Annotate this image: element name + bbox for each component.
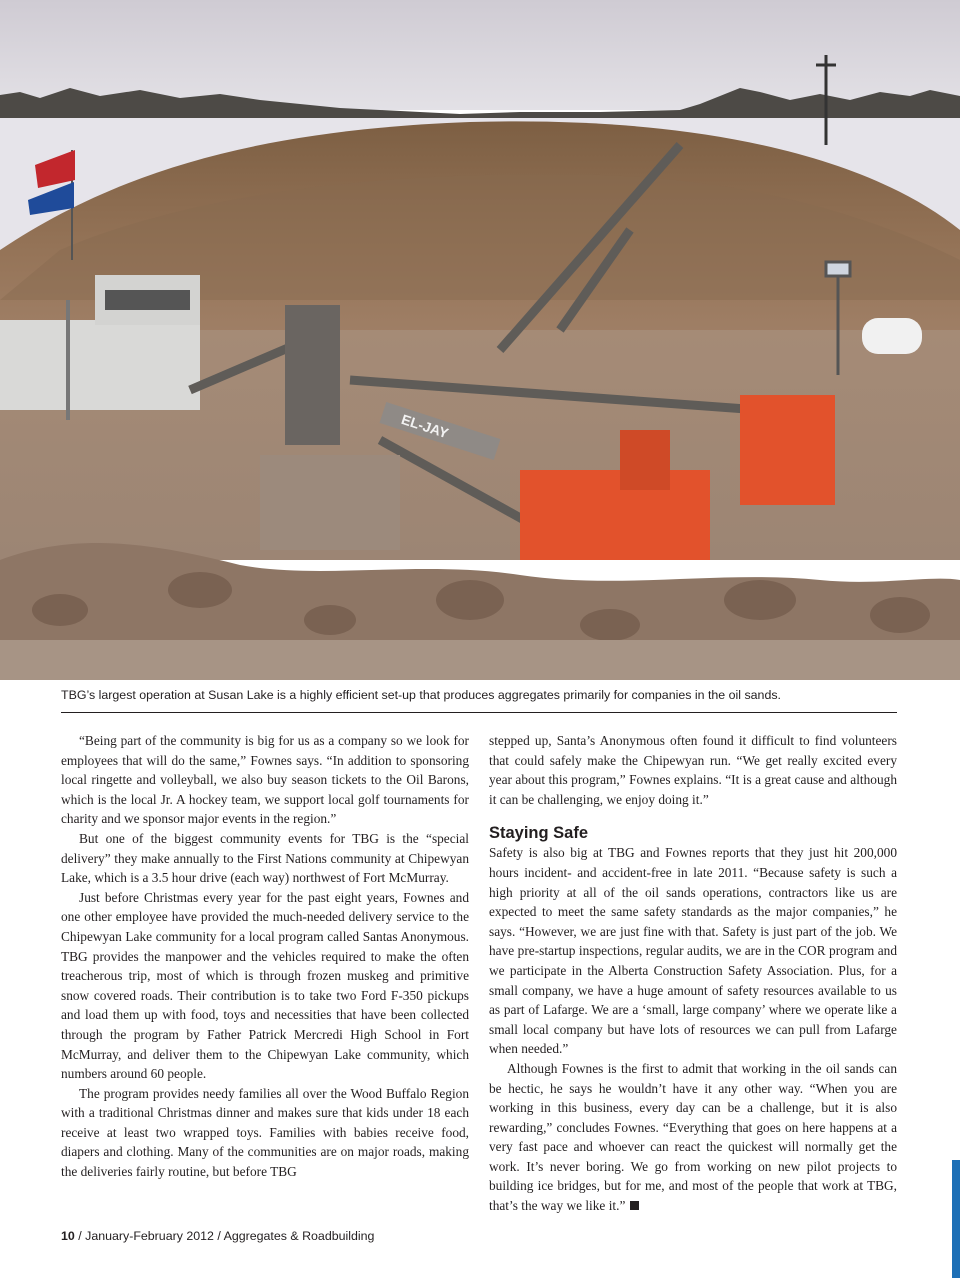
paragraph: The program provides needy families all over the Wood Buffalo Region with a traditional Christmas dinner and makes sure that kids under 18 each receive at least two wrapped toys. Families with babies receive food, diapers and clothing. Many of the communities are on major roads, making the deliveries fairly routine, but before TBG [61,1085,469,1180]
page-number: 10 [61,1229,75,1243]
right-column [489,731,897,1216]
paragraph: But one of the biggest community events for TBG is the “special delivery” they make annually to the First Nations community at Chipewyan Lake, which is a 3.5 hour drive (each way) northwest of Fort McMurray. [61,830,469,886]
conveyor-label: EL-JAY [399,411,451,442]
caption-divider [61,712,897,713]
end-of-story-mark [630,1201,639,1210]
paragraph: “Being part of the community is big for us as a company so we look for employees that will do the same,” Fownes says. “In addition to sponsoring local ringette and volleyball, we also buy season tickets to the Oil Barons, which is the local Jr. A hockey team, we support local golf tournaments for charity and we sponsor major events in the region.” [61,733,469,827]
page-edge-tab [952,1160,960,1278]
tank [862,318,922,354]
photo-caption: TBG’s largest operation at Susan Lake is a highly efficient set-up that produces aggregates primarily for companies in the oil sands. [61,688,781,702]
paragraph-final [489,1059,897,1216]
paragraph: Safety is also big at TBG and Fownes reports that they just hit 200,000 hours incident- and accident-free in late 2011. “Because safety is such a high priority at all of the oil sands operations, contractors like us are expected to meet the same safety standards as the major companies,” he says. “However, we are just fine with that. Safety is just part of the job. We have pre-startup inspections, regular audits, we are in the COR program and we participate in the Alberta Construction Safety Association. Plus, for a small company, we have a huge amount of safety resources available to us as part of Lafarge. We are a ‘small, large company’ where we operate like a small local company but have lots of resources we can pull from Lafarge when needed.” [489,845,897,1057]
left-column [61,731,469,1182]
page-footer [61,1228,374,1244]
mud-flat [0,640,960,680]
folio-text: / January-February 2012 / Aggregates & Roadbuilding [74,1229,375,1243]
section-subhead: Staying Safe [489,824,589,843]
paragraph-text: Although Fownes is the first to admit that working in the oil sands can be hectic, he says he wouldn’t have it any other way. “When you are working in this business, every day can be a challenge, but it is also rewarding,” concludes Fownes. “Everything that goes on here happens at a very fast pace and whoever can react the quickest will normally get the work. It’s never boring. We go from working on new pilot projects to building ice bridges, but for me, and most of the people that work at TBG, that’s the way we like it.” [489,1060,897,1214]
paragraph: Just before Christmas every year for the past eight years, Fownes and one other employee have provided the much-needed delivery service to the Chipewyan Lake community for a local program called Santas Anonymous. TBG provides the manpower and the vehicles required to make the often treacherous trip, most of which is through frozen muskeg and primitive snow covered roads. Their contribution is to take two Ford F-350 pickups and load them up with food, toys and necessities that have been collected through the program by Father Patrick Mercredi High School in Fort McMurray, and deliver them to the Chipewyan Lake community, which numbers around 60 people. [61,889,469,1082]
paragraph-continuation: stepped up, Santa’s Anonymous often found it difficult to find volunteers that could safely make the Chipewyan run. “We get really excited every year about this program,” Fownes explains. “It is a great cause and although it can be challenging, we enjoy doing it.” [489,733,897,807]
